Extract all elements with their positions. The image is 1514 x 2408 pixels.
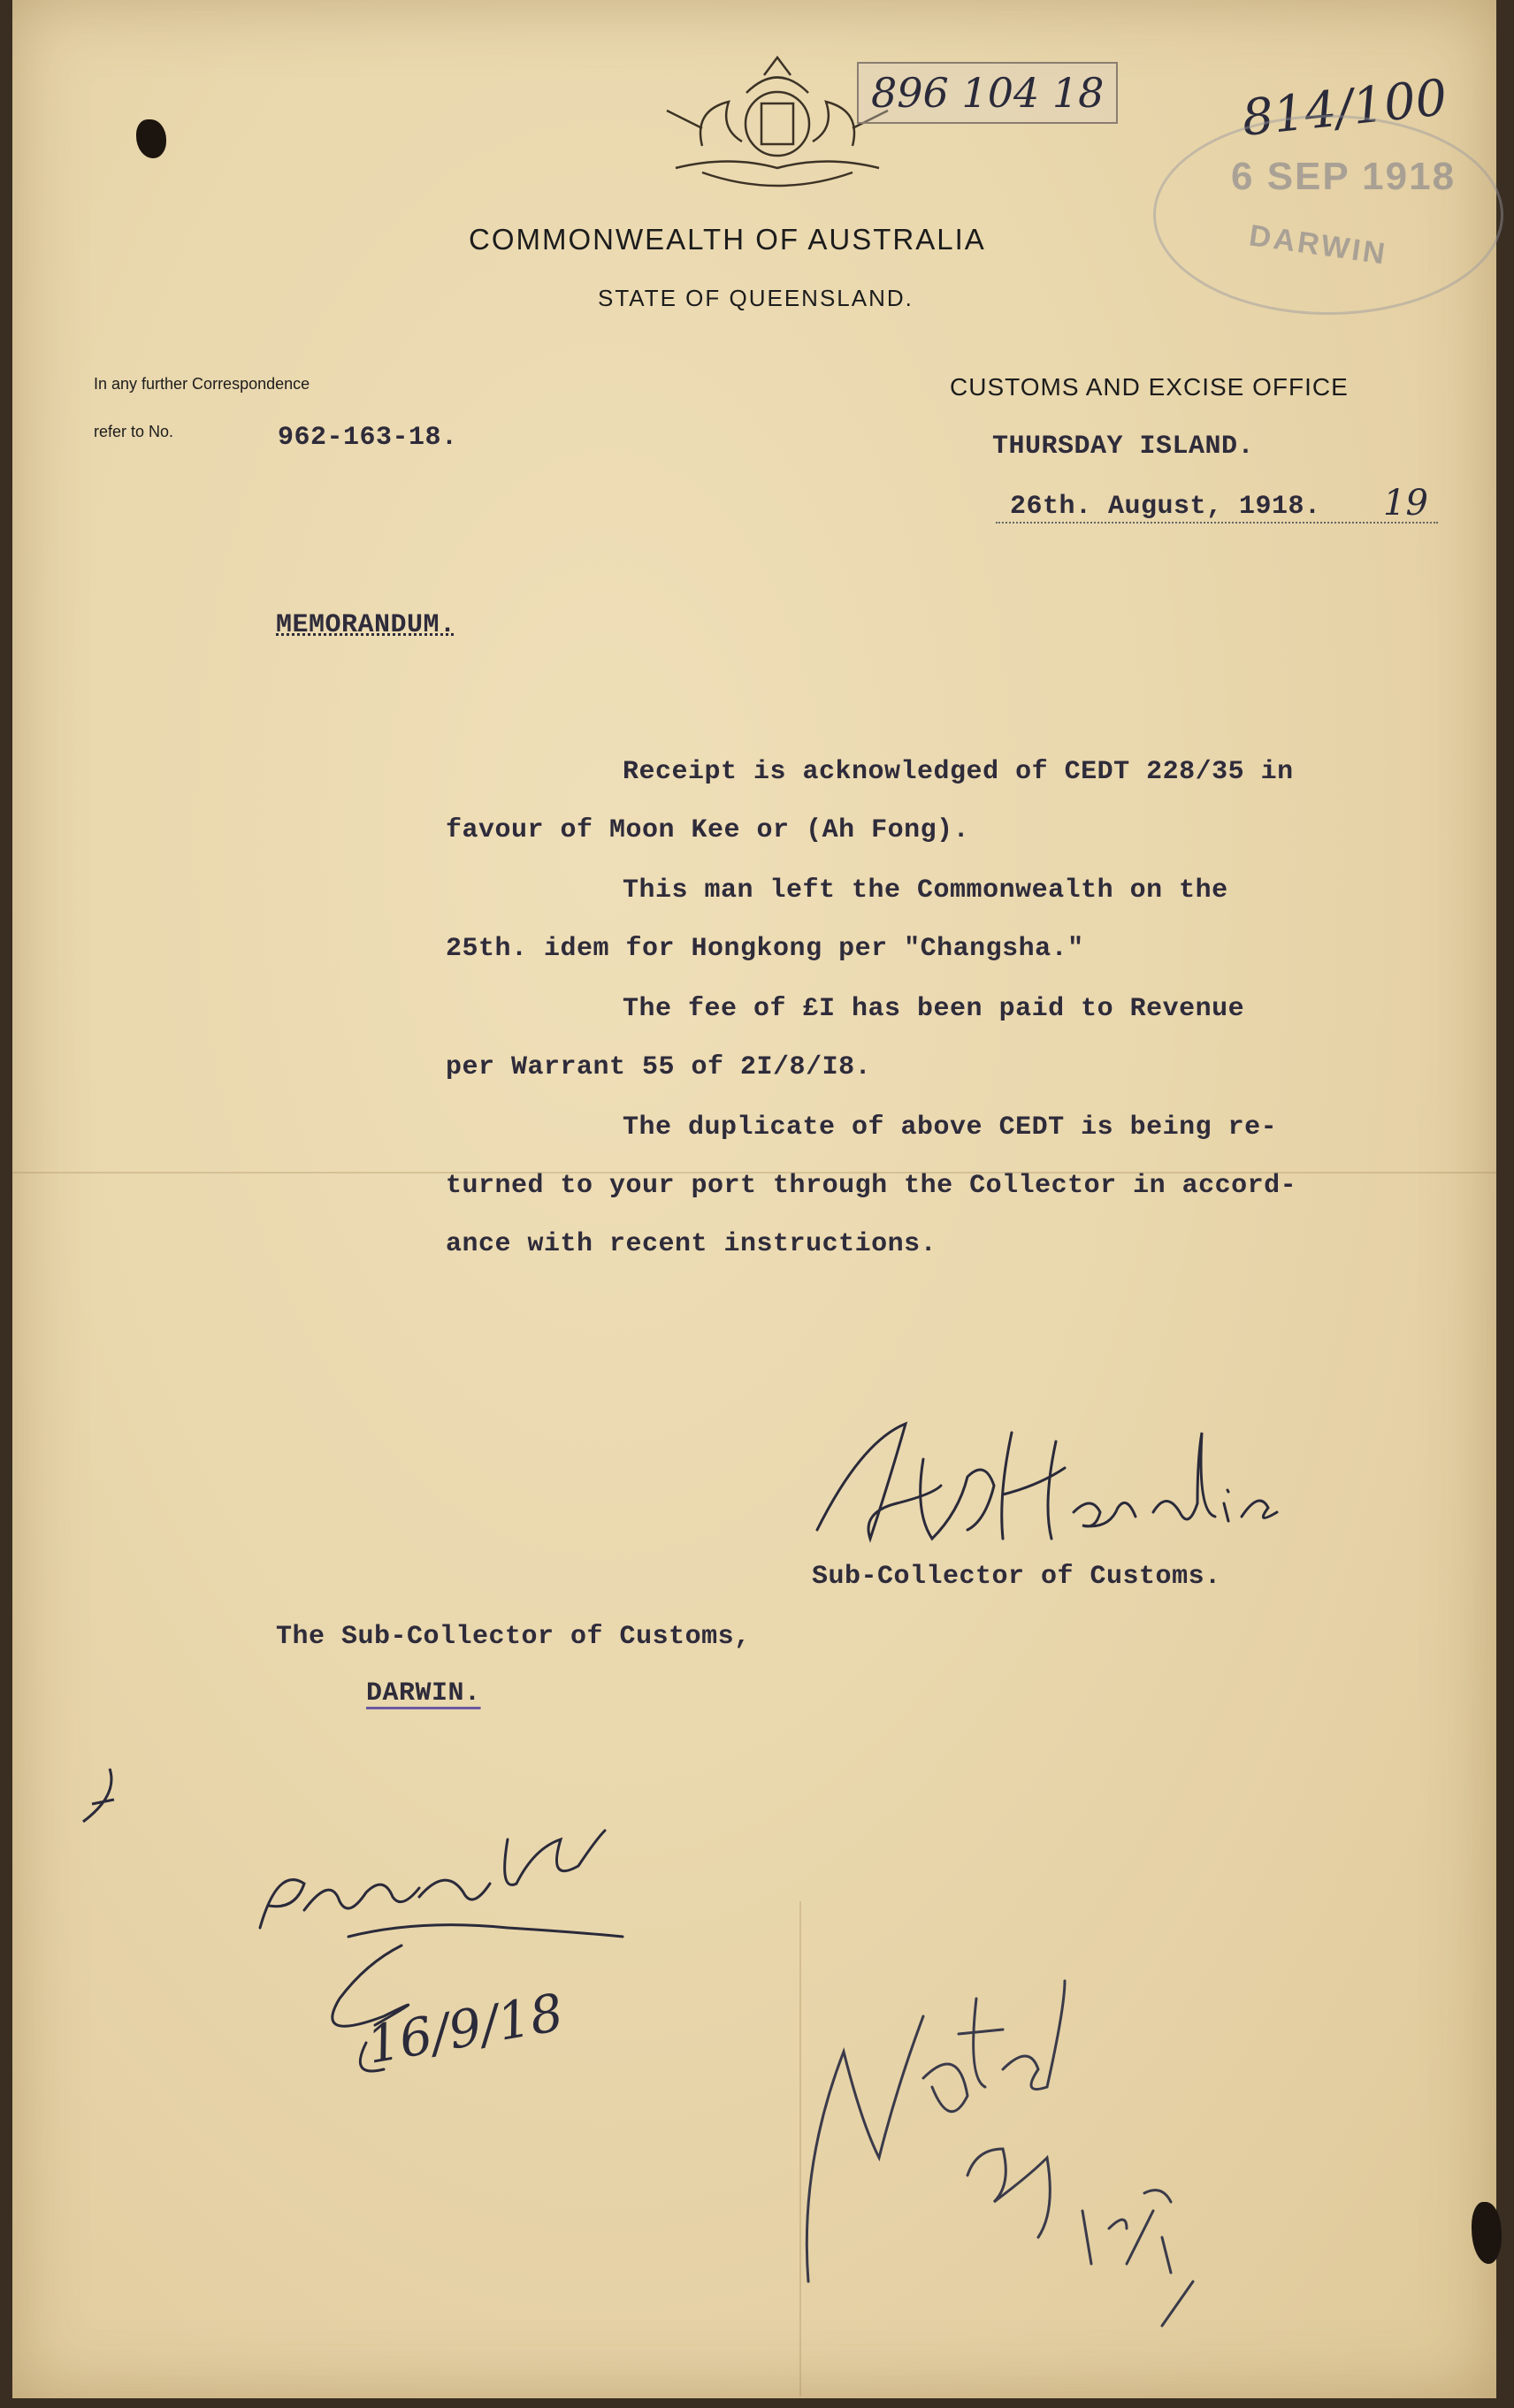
addressee-line1: The Sub-Collector of Customs,: [276, 1622, 751, 1652]
body-line: ance with recent instructions.: [446, 1229, 937, 1259]
body-line: turned to your port through the Collector in accord-: [446, 1171, 1297, 1201]
paper-hole: [136, 119, 166, 158]
top-right-number-handwritten: 814/100: [1239, 69, 1450, 148]
body-line: 25th. idem for Hongkong per "Changsha.": [446, 934, 1084, 964]
letterhead-country: COMMONWEALTH OF AUSTRALIA: [469, 223, 986, 256]
memo-title: MEMORANDUM.: [276, 610, 456, 640]
paper-tear: [1472, 2202, 1502, 2264]
correspondence-note-line1: In any further Correspondence: [94, 375, 310, 393]
reference-number: 962-163-18.: [278, 423, 458, 453]
body-line: The fee of £I has been paid to Revenue: [623, 994, 1245, 1024]
letterhead-state: STATE OF QUEENSLAND.: [598, 285, 914, 311]
date-correction-handwritten: 19: [1383, 483, 1428, 524]
office-location: THURSDAY ISLAND.: [992, 432, 1255, 462]
body-line: This man left the Commonwealth on the: [623, 875, 1228, 906]
signature-handwritten: [808, 1406, 1286, 1574]
tick-mark: [65, 1760, 127, 1831]
body-line: per Warrant 55 of 2I/8/I8.: [446, 1052, 872, 1082]
correspondence-note-line2: refer to No.: [94, 423, 174, 440]
date-dotted-line: [996, 522, 1438, 524]
date-received-stamp: [1153, 115, 1503, 315]
body-line: favour of Moon Kee or (Ah Fong).: [446, 815, 970, 845]
addressee-line2: DARWIN.: [366, 1678, 481, 1709]
file-number-handwritten: 896 104 18: [857, 62, 1118, 124]
stamp-place: DARWIN: [1247, 218, 1390, 271]
office-name: CUSTOMS AND EXCISE OFFICE: [950, 373, 1349, 401]
body-line: The duplicate of above CEDT is being re-: [623, 1112, 1278, 1143]
please-file-date: 16/9/18: [362, 1982, 568, 2075]
letter-date: 26th. August, 1918.: [1010, 492, 1321, 522]
document-page: [12, 0, 1496, 2398]
body-line: Receipt is acknowledged of CEDT 228/35 in: [623, 757, 1294, 787]
stamp-date: 6 SEP 1918: [1231, 155, 1457, 198]
noted-annotation: [791, 1946, 1197, 2352]
signatory-title: Sub-Collector of Customs.: [812, 1562, 1221, 1592]
